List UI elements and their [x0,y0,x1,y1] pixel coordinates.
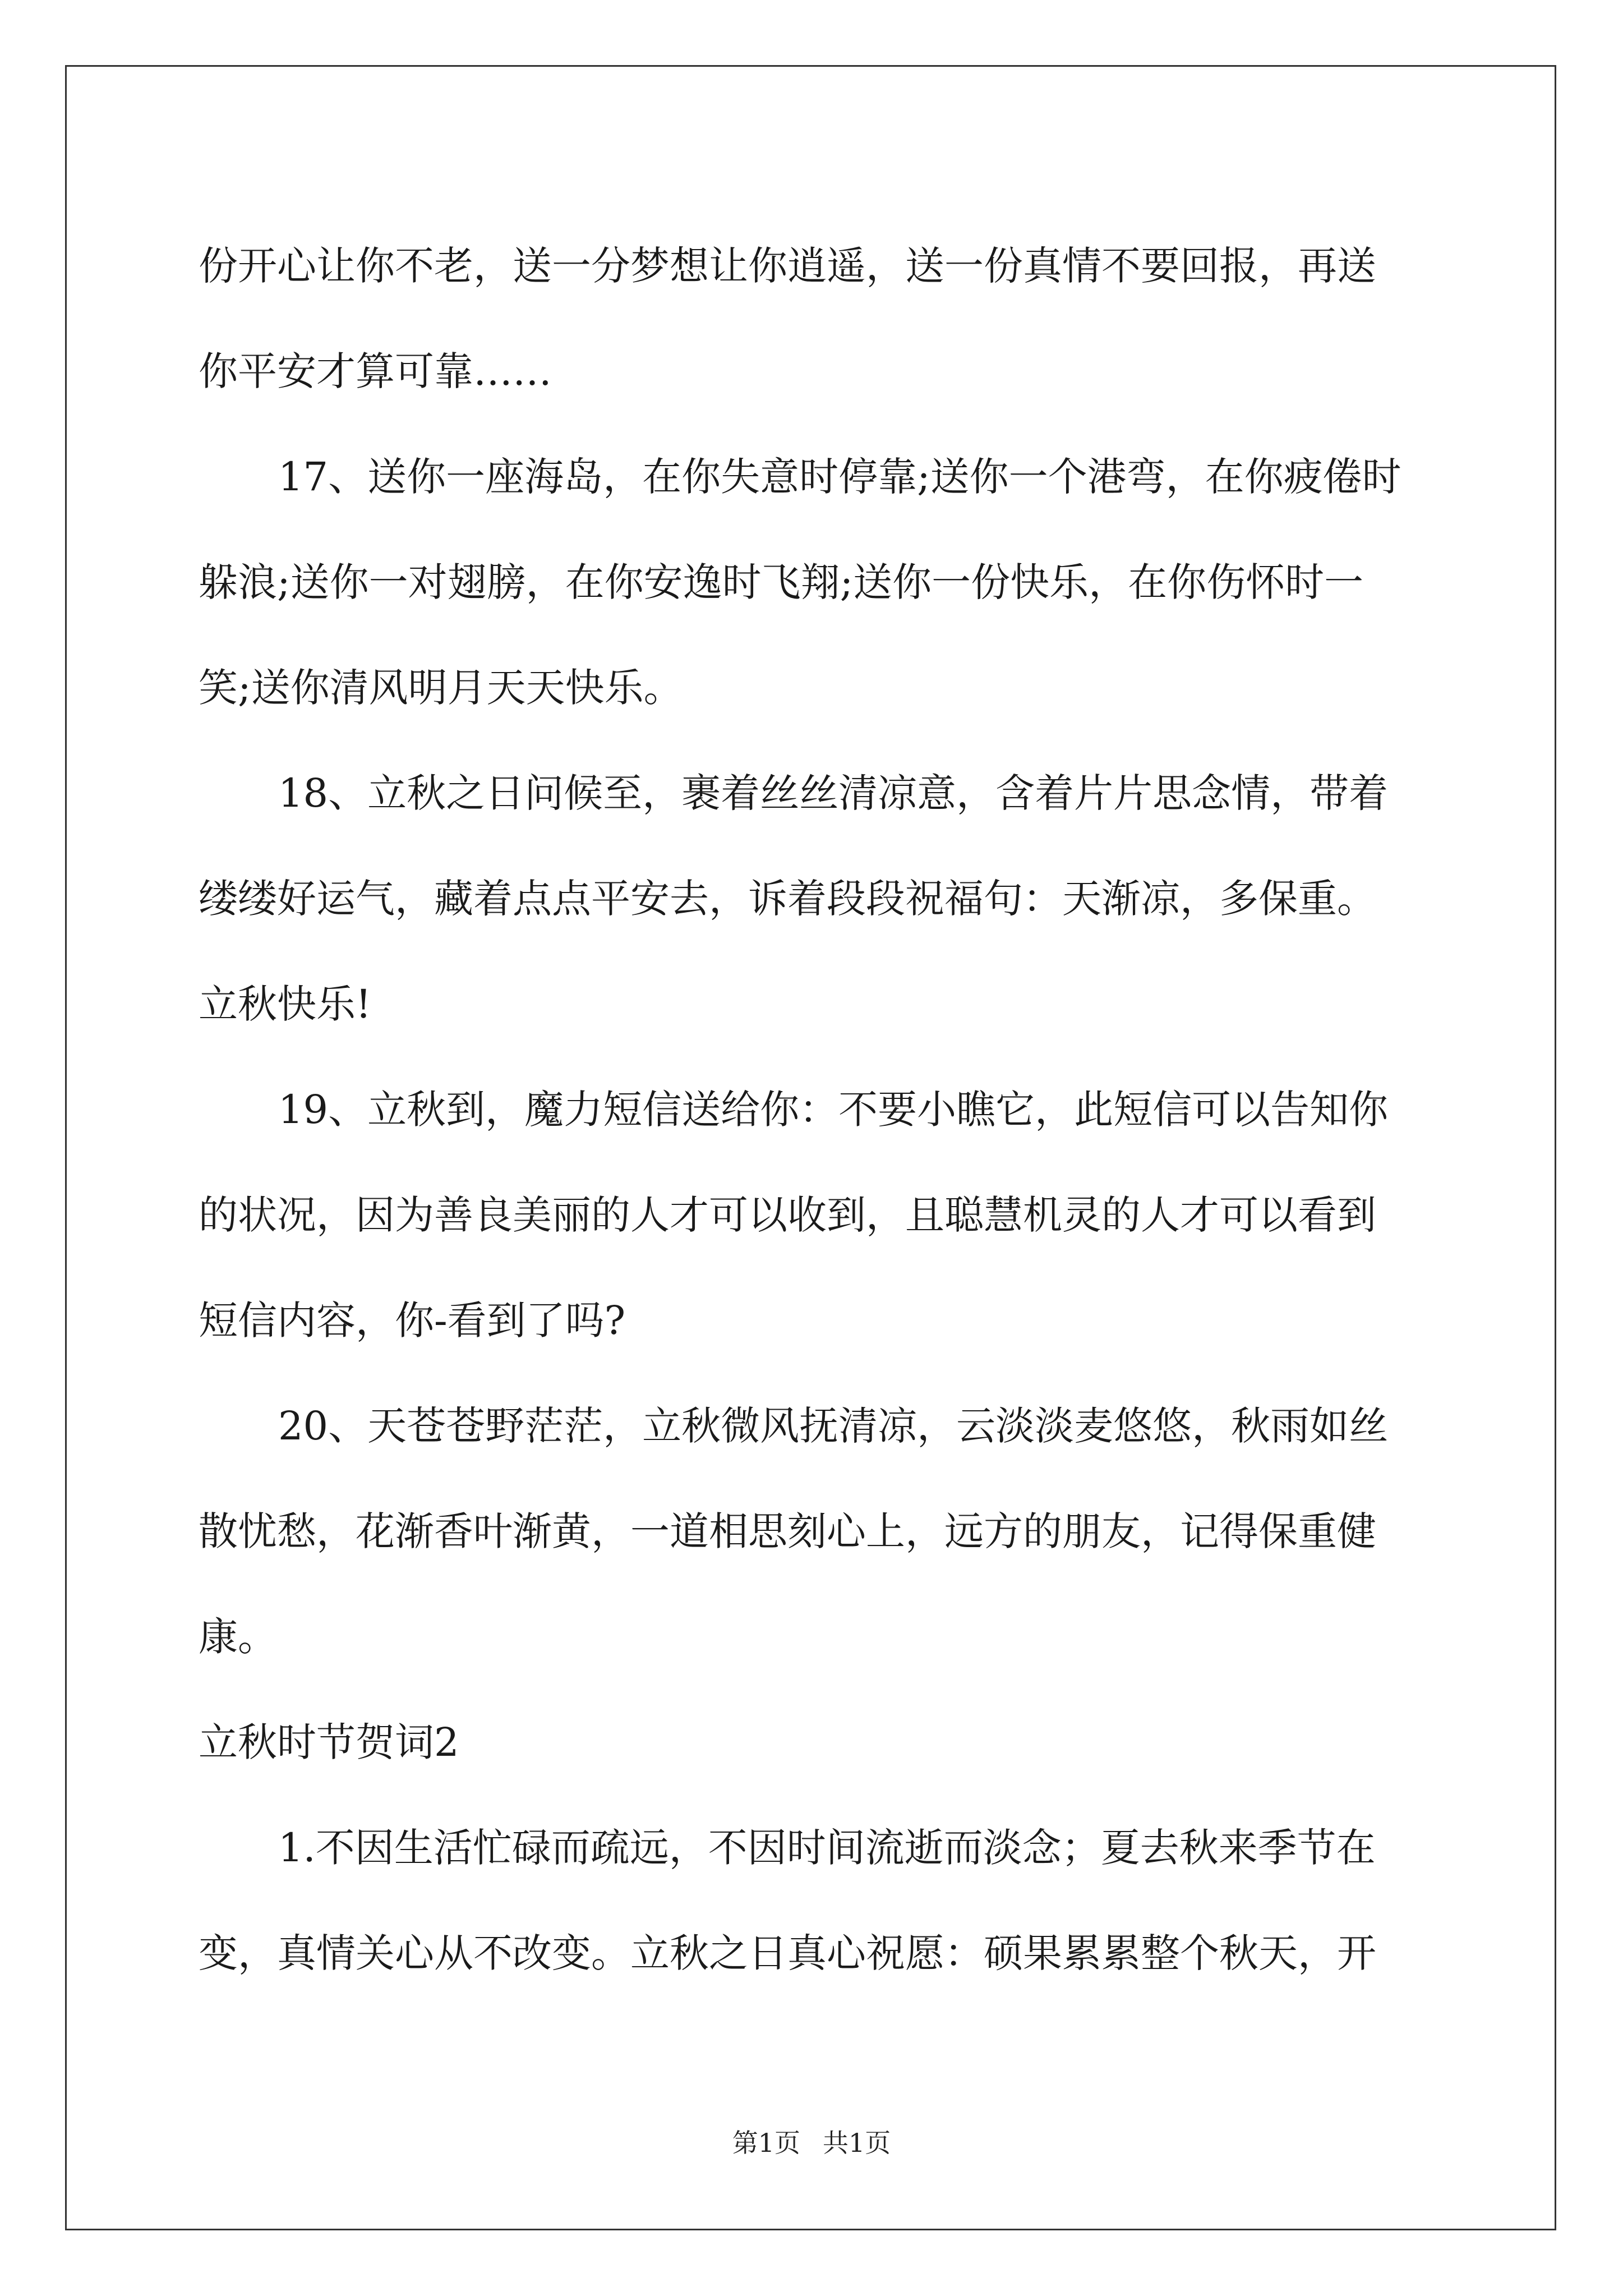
text-line: 份开心让你不老，送一分梦想让你逍遥，送一份真情不要回报，再送 [199,243,1376,289]
text-line: 你平安才算可靠…… [199,348,552,394]
text-line: 康。 [199,1614,277,1660]
text-line: 20、天苍苍野茫茫，立秋微风抚清凉，云淡淡麦悠悠，秋雨如丝 [278,1403,1389,1449]
document-body [199,213,1432,2006]
text-line: 17、送你一座海岛，在你失意时停靠;送你一个港弯，在你疲倦时 [278,454,1401,500]
page-number: 第1页 [732,2128,800,2158]
text-line: 19、立秋到，魔力短信送给你：不要小瞧它，此短信可以告知你 [278,1087,1389,1133]
section-heading: 立秋时节贺词2 [199,1719,459,1765]
text-line: 躲浪;送你一对翅膀，在你安逸时飞翔;送你一份快乐，在你伤怀时一 [199,559,1364,605]
text-line: 变，真情关心从不改变。立秋之日真心祝愿：硕果累累整个秋天，开 [199,1930,1376,1976]
text-line: 散忧愁，花渐香叶渐黄，一道相思刻心上，远方的朋友，记得保重健 [199,1508,1376,1554]
text-line: 立秋快乐! [199,981,372,1027]
text-line: 18、立秋之日问候至，裹着丝丝清凉意，含着片片思念情，带着 [278,770,1389,816]
text-line: 的状况，因为善良美丽的人才可以收到，且聪慧机灵的人才可以看到 [199,1192,1376,1238]
text-line: 1.不因生活忙碌而疏远，不因时间流逝而淡念；夏去秋来季节在 [278,1825,1376,1871]
text-line: 笑;送你清风明月天天快乐。 [199,665,683,711]
text-line: 短信内容，你-看到了吗? [199,1297,626,1343]
page-total: 共1页 [823,2128,891,2158]
text-line: 缕缕好运气，藏着点点平安去，诉着段段祝福句：天渐凉，多保重。 [199,876,1376,922]
page-footer [0,2126,1623,2160]
